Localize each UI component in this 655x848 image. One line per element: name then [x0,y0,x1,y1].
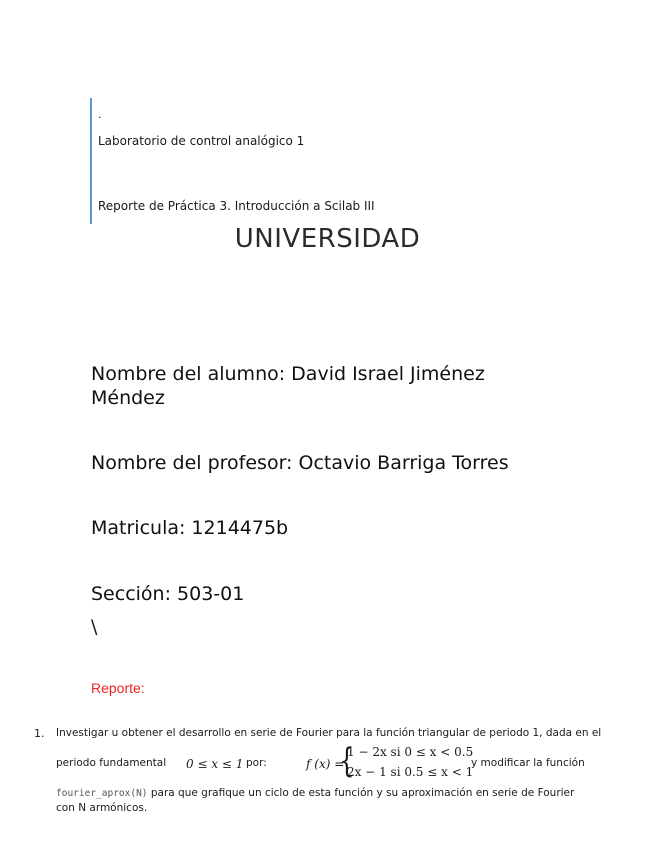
section-number: Sección: 503-01 [91,583,245,605]
question-line-2-start: periodo fundamental [56,757,167,769]
report-heading: Reporte: [91,680,145,696]
question-line-4: con N armónicos. [56,802,148,814]
lab-title: Laboratorio de control analógico 1 [98,134,305,148]
question-line-3-text: para que grafique un ciclo de esta función y su aproximación en serie de Fourier [147,787,575,799]
question-line-3 [56,787,574,799]
piecewise-case-1: 1 − 2x si 0 ≤ x < 0.5 [347,745,474,759]
piecewise-brace: { [339,741,355,781]
question-number: 1. [34,727,45,740]
professor-name: Nombre del profesor: Octavio Barriga Torres [91,452,509,474]
question-line-2-por: por: [246,757,267,769]
domain-range: 0 ≤ x ≤ 1 [186,757,244,771]
piecewise-case-2: 2x − 1 si 0.5 ≤ x < 1 [347,765,474,779]
stray-backslash: \ [91,616,98,638]
student-id: Matricula: 1214475b [91,517,289,539]
question-line-2-end: y modificar la función [471,757,585,769]
code-function-name: fourier_aprox(N) [56,788,148,799]
report-title: Reporte de Práctica 3. Introducción a Scilab III [98,199,375,213]
question-line-1: Investigar u obtener el desarrollo en serie de Fourier para la función triangular de periodo 1, dada en el [56,727,602,739]
header-dot: . [98,108,102,121]
header-accent-line [90,98,92,224]
function-label: f (x) = [306,757,345,771]
student-name: Nombre del alumno: David Israel Jiménez Méndez [91,363,485,409]
university-title: UNIVERSIDAD [234,224,421,254]
